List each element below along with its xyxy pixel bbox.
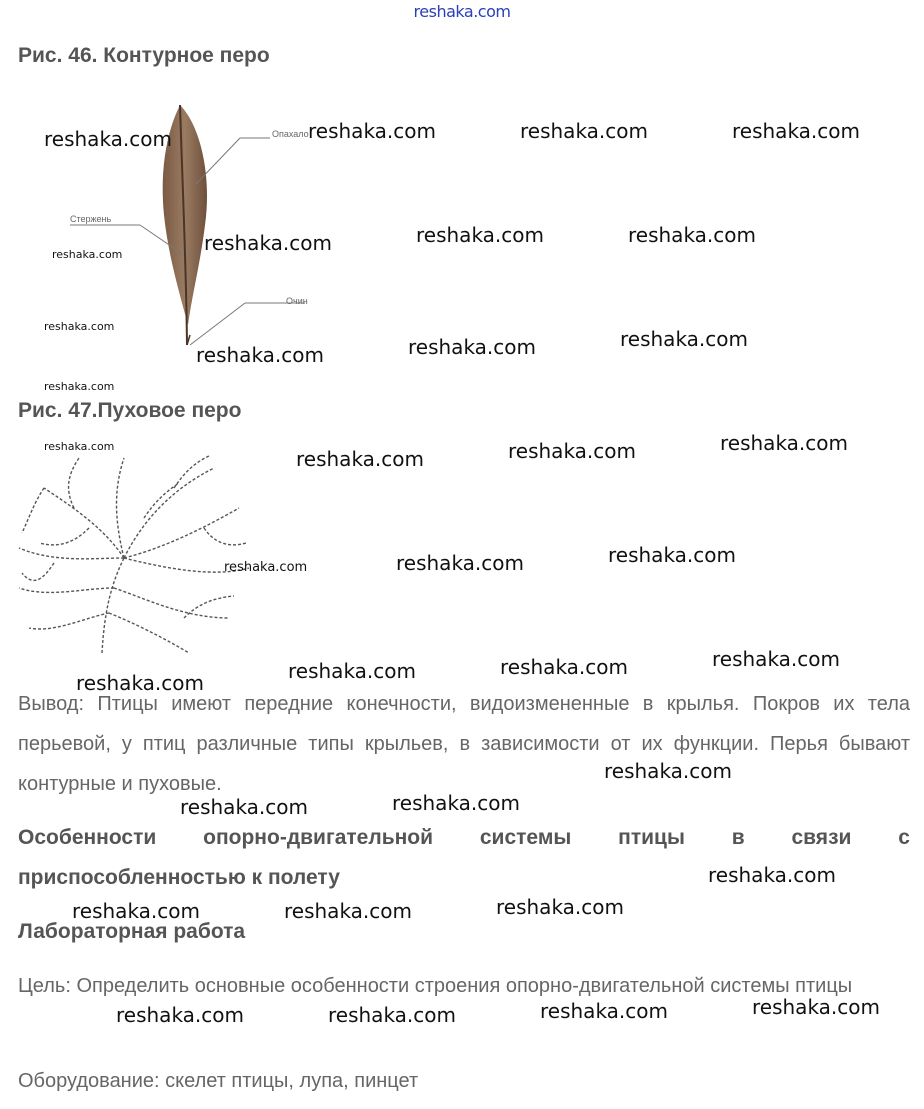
watermark: reshaka.com bbox=[116, 1003, 244, 1027]
lab-equipment: Оборудование: скелет птицы, лупа, пинцет bbox=[18, 1070, 419, 1092]
watermark: reshaka.com bbox=[224, 560, 308, 575]
lab-title: Лабораторная работа bbox=[18, 920, 246, 943]
section-word: с bbox=[898, 826, 910, 849]
watermark: reshaka.com bbox=[296, 447, 424, 471]
label-opahalo: Опахало bbox=[272, 129, 309, 139]
lab-goal: Цель: Определить основные особенности строения опорно-двигательной системы птицы bbox=[18, 975, 853, 997]
watermark: reshaka.com bbox=[416, 223, 544, 247]
site-header[interactable]: reshaka.com bbox=[413, 2, 511, 21]
section-heading-line-1 bbox=[18, 818, 910, 858]
down-feather-figure bbox=[14, 448, 254, 663]
figure-46-title: Рис. 46. Контурное перо bbox=[18, 44, 270, 67]
section-word: системы bbox=[479, 826, 572, 849]
watermark: reshaka.com bbox=[540, 999, 668, 1023]
label-ochin: Очин bbox=[286, 296, 308, 306]
watermark: reshaka.com bbox=[620, 327, 748, 351]
watermark: reshaka.com bbox=[720, 431, 848, 455]
watermark: reshaka.com bbox=[52, 248, 123, 261]
watermark: reshaka.com bbox=[520, 119, 648, 143]
watermark: reshaka.com bbox=[284, 899, 412, 923]
watermark: reshaka.com bbox=[496, 895, 624, 919]
watermark: reshaka.com bbox=[44, 380, 115, 393]
section-word: связи bbox=[791, 826, 852, 849]
watermark: reshaka.com bbox=[328, 1003, 456, 1027]
watermark: reshaka.com bbox=[288, 659, 416, 683]
watermark: reshaka.com bbox=[196, 343, 324, 367]
section-word: в bbox=[731, 826, 745, 849]
watermark: reshaka.com bbox=[752, 995, 880, 1019]
watermark: reshaka.com bbox=[732, 119, 860, 143]
watermark: reshaka.com bbox=[72, 899, 200, 923]
watermark: reshaka.com bbox=[604, 759, 732, 783]
watermark: reshaka.com bbox=[308, 119, 436, 143]
label-sterzhen: Стержень bbox=[70, 214, 112, 224]
figure-47-title: Рис. 47.Пуховое перо bbox=[18, 399, 242, 422]
watermark: reshaka.com bbox=[44, 127, 172, 151]
section-word: Особенности bbox=[18, 826, 157, 849]
section-word: опорно-двигательной bbox=[203, 826, 434, 849]
section-word: птицы bbox=[618, 826, 685, 849]
watermark: reshaka.com bbox=[708, 863, 836, 887]
watermark: reshaka.com bbox=[608, 543, 736, 567]
watermark: reshaka.com bbox=[44, 320, 115, 333]
watermark: reshaka.com bbox=[44, 440, 115, 453]
conclusion-paragraph: Вывод: Птицы имеют передние конечности, видоизмененные в крылья. Покров их тела перьевой, у птиц различные типы крыльев, в зависимости от их функции. Перья бывают контурные и пуховые. bbox=[18, 693, 910, 795]
watermark: reshaka.com bbox=[500, 655, 628, 679]
watermark: reshaka.com bbox=[76, 671, 204, 695]
watermark: reshaka.com bbox=[180, 795, 308, 819]
section-heading-line-2: приспособленностью к полету bbox=[18, 866, 340, 889]
down-feather-illustration bbox=[14, 448, 254, 663]
watermark: reshaka.com bbox=[628, 223, 756, 247]
watermark: reshaka.com bbox=[204, 231, 332, 255]
watermark: reshaka.com bbox=[508, 439, 636, 463]
watermark: reshaka.com bbox=[396, 551, 524, 575]
watermark: reshaka.com bbox=[712, 647, 840, 671]
watermark: reshaka.com bbox=[408, 335, 536, 359]
watermark: reshaka.com bbox=[392, 791, 520, 815]
